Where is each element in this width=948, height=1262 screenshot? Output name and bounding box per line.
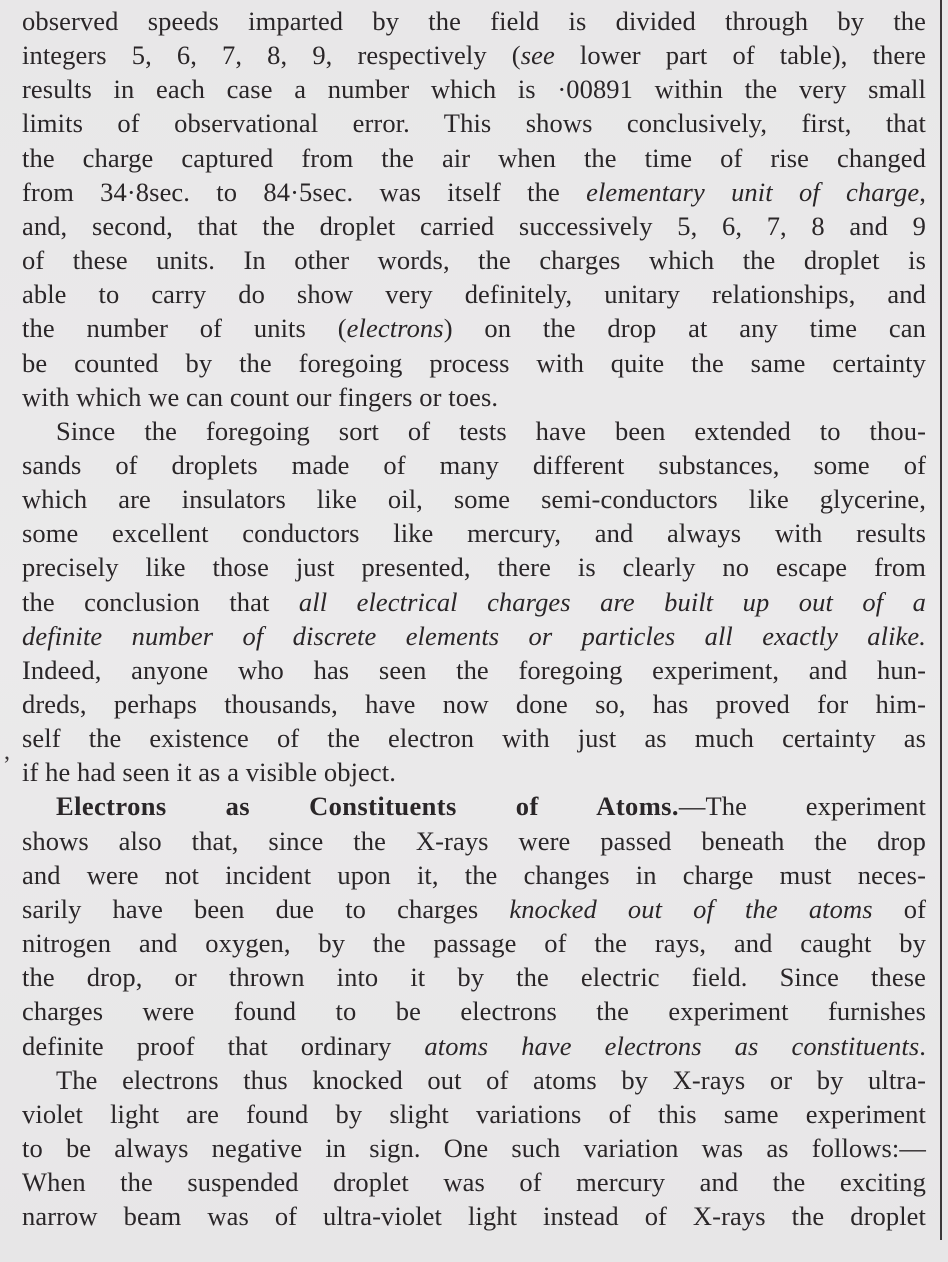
text-line [22, 824, 926, 858]
text-run: some excellent conductors like mercury, and always with results [22, 518, 926, 549]
text-run: Since the foregoing sort of tests have been extended to thou- [56, 415, 926, 446]
text-run: to be always negative in sign. One such variation was as follows:— [22, 1132, 926, 1163]
text-run: which are insulators like oil, some semi-conductors like glycerine, [22, 484, 926, 515]
text-run: , [919, 176, 926, 207]
text-run: sands of droplets made of many different substances, some of [22, 449, 926, 480]
text-line [22, 585, 926, 619]
text-run: The electrons thus knocked out of atoms by X-rays or by ultra- [56, 1064, 926, 1095]
text-run: the conclusion that [22, 586, 299, 617]
text-run: nitrogen and oxygen, by the passage of the rays, and caught by [22, 928, 926, 959]
text-line [22, 72, 926, 106]
paragraph-first-line [56, 1063, 926, 1097]
paragraph-first-line [56, 789, 926, 823]
text-line [22, 482, 926, 516]
italic-emphasis: atoms have electrons as constituents [424, 1030, 920, 1061]
italic-emphasis: elementary unit of charge [586, 176, 920, 207]
text-line [22, 277, 926, 311]
text-run: from 34·8sec. to 84·5sec. was itself the [22, 176, 587, 207]
italic-emphasis: see [520, 40, 555, 71]
italic-emphasis: definite number of discrete elements or particles all exactly alike. [22, 620, 926, 651]
text-run: sarily have been due to charges [22, 893, 510, 924]
text-run: able to carry do show very definitely, unitary relationships, and [22, 279, 926, 310]
text-run: . [919, 1030, 926, 1061]
text-run: Indeed, anyone who has seen the foregoing experiment, and hun- [22, 654, 926, 685]
text-line [22, 926, 926, 960]
text-line [22, 4, 926, 38]
text-line [22, 38, 926, 72]
text-run: ) on the drop at any time can [443, 313, 926, 344]
text-run: violet light are found by slight variations of this same experiment [22, 1098, 926, 1129]
text-run: observed speeds imparted by the field is divided through by the [22, 6, 926, 36]
italic-emphasis: all electrical charges are built up out of a [298, 586, 926, 617]
text-run: definite proof that ordinary [22, 1030, 425, 1061]
text-run: if he had seen it as a visible object. [22, 757, 396, 788]
text-run: —The experiment [678, 791, 926, 822]
text-line [22, 209, 926, 243]
text-run: and were not incident upon it, the changes in charge must neces- [22, 859, 926, 890]
italic-emphasis: knocked out of the atoms [509, 893, 873, 924]
margin-mark: , [4, 739, 10, 765]
text-line [22, 1097, 926, 1131]
text-run: and, second, that the droplet carried successively 5, 6, 7, 8 and 9 [22, 210, 926, 241]
text-line [22, 516, 926, 550]
text-run: the number of units ( [22, 313, 347, 344]
text-run: shows also that, since the X-rays were passed beneath the drop [22, 825, 926, 856]
italic-emphasis: electrons [346, 313, 444, 344]
section-heading: Electrons as Constituents of Atoms. [56, 791, 679, 822]
text-run: precisely like those just presented, there is clearly no escape from [22, 552, 926, 583]
text-line [22, 1131, 926, 1165]
text-run: lower part of table), there [554, 40, 926, 71]
text-run: self the existence of the electron with just as much certainty as [22, 723, 926, 754]
text-line [22, 1165, 926, 1199]
text-run: results in each case a number which is ·00891 within the very small [22, 74, 926, 105]
text-line [22, 687, 926, 721]
text-line [22, 243, 926, 277]
text-run: the drop, or thrown into it by the electric field. Since these [22, 962, 926, 993]
text-run: narrow beam was of ultra-violet light instead of X-rays the droplet [22, 1201, 926, 1232]
text-run: of [872, 893, 926, 924]
text-line [22, 106, 926, 140]
text-line [22, 994, 926, 1028]
text-run: with which we can count our fingers or toes. [22, 381, 499, 412]
text-line [22, 550, 926, 584]
text-line [22, 960, 926, 994]
text-line [22, 755, 926, 789]
text-run: integers 5, 6, 7, 8, 9, respectively ( [22, 40, 521, 71]
text-line [22, 448, 926, 482]
paragraph-first-line [56, 414, 926, 448]
text-line [22, 892, 926, 926]
text-line [22, 653, 926, 687]
text-run: of these units. In other words, the charges which the droplet is [22, 245, 926, 276]
text-run: charges were found to be electrons the experiment furnishes [22, 996, 926, 1027]
text-line [22, 1029, 926, 1063]
text-line [22, 619, 926, 653]
text-run: be counted by the foregoing process with quite the same certainty [22, 347, 926, 378]
text-line [22, 1199, 926, 1233]
text-run: When the suspended droplet was of mercury and the exciting [22, 1167, 926, 1198]
text-line [22, 858, 926, 892]
text-line [22, 311, 926, 345]
text-run: the charge captured from the air when the time of rise changed [22, 142, 926, 173]
text-line [22, 721, 926, 755]
text-line [22, 346, 926, 380]
text-run: limits of observational error. This shows conclusively, first, that [22, 108, 926, 139]
page-edge-rule [940, 0, 942, 1240]
text-line [22, 141, 926, 175]
text-run: dreds, perhaps thousands, have now done so, has proved for him- [22, 689, 926, 719]
text-line [22, 380, 926, 414]
text-line [22, 175, 926, 209]
